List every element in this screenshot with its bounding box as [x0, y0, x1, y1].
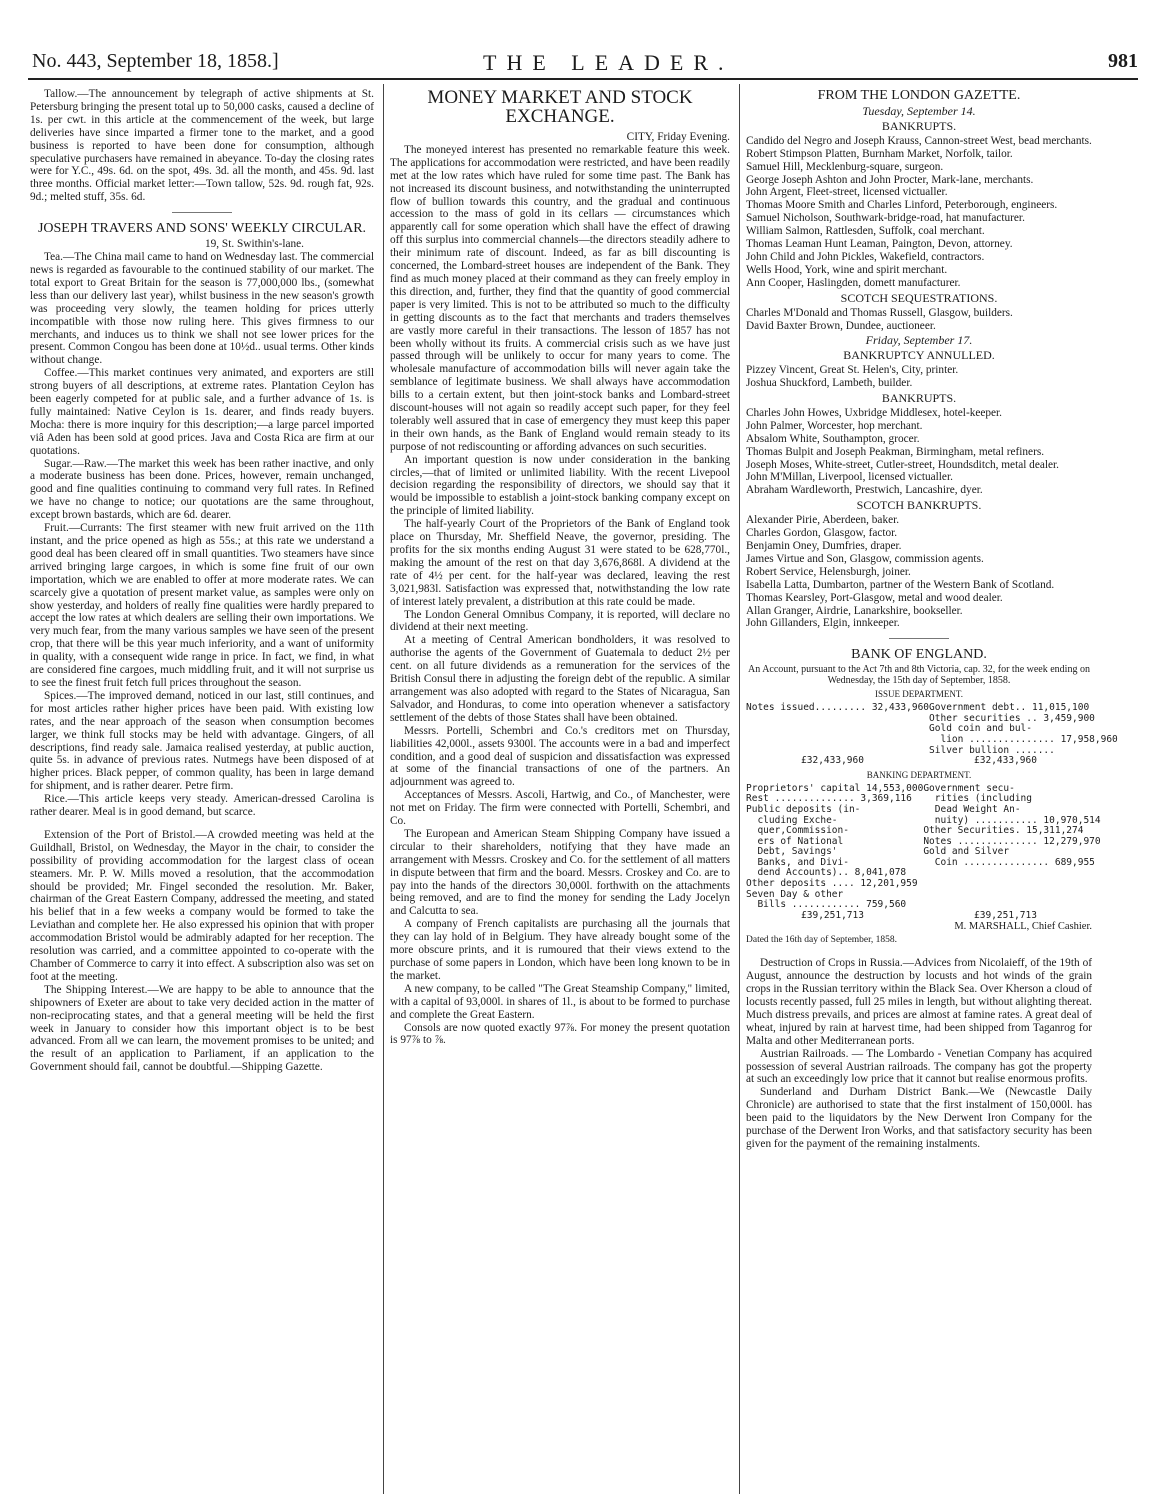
bankrupts-heading-1: BANKRUPTS.	[881, 118, 957, 133]
table-row: Other Securities. 15,311,274	[923, 825, 1084, 837]
coffee-paragraph: Coffee.—This market continues very animated, and exporters are still strong buyers of all descriptions, at extreme rates. Plantation Ceylon has been eagerly competed for at public sale, and a further advance of 1s. is fully maintained: Native Ceylon is 1s. dearer, and finds ready buyers. Mocha: there is more inquiry for this description;—a large parcel imported viâ Aden has been sold at good prices. Java and Costa Rica are firm at our quotations.	[30, 367, 374, 457]
bankrupts-heading-2: BANKRUPTS.	[881, 391, 957, 406]
money-paragraph-7: Acceptances of Messrs. Ascoli, Hartwig, and Co., of Manchester, were not met on Friday. The firm were connected with Portelli, Schembri, and Co.	[390, 789, 730, 828]
money-paragraph-2: An important question is now under consideration in the banking circles,—that of limited or unlimited liability. With the recent Livepool decision regarding the responsibility of directors, we should say that it would be impossible to establish a joint-stock banking company except on the principle of limited liability.	[390, 453, 730, 518]
money-paragraph-8: The European and American Steam Shipping Company have issued a circular to their shareholders, notifying that they have made an arrangement with Messrs. Croskey and Co. for the settlement of all matters in dispute between that firm and the board. Messrs. Croskey and Co. are to pay into the hands of the directors 30,000l. forthwith on the attachments being removed, and are to find the money for sending the Lady Jocelyn and Calcutta to sea.	[390, 827, 730, 918]
table-row: Coin ............... 689,955	[923, 856, 1095, 868]
banking-total-left: £39,251,713	[801, 909, 864, 921]
issue-total-left: £32,433,960	[801, 755, 864, 767]
list-item: David Baxter Brown, Dundee, auctioneer.	[746, 319, 936, 332]
banking-dept-heading: BANKING DEPARTMENT.	[866, 769, 972, 780]
sunderland-paragraph: Sunderland and Durham District Bank.—We (Newcastle Daily Chronicle) are authorised to state that the first instalment of 150,000l. has been paid to the liquidators by the New Derwent Iron Company for the purchase of the Derwent Iron Works, and that satisfactory security has been given for the payment of the remaining instalments.	[746, 1086, 1092, 1150]
table-row: Silver bullion .......	[929, 744, 1055, 756]
table-row: nuity) ........... 10,970,514	[923, 814, 1101, 826]
money-paragraph-9: A company of French capitalists are purchasing all the journals that they can lay hold of in Belgium. They have already bought some of the more obscure prints, and it is rumoured that their views extend to the purchase of some papers in London, which have been long known to be in the market.	[390, 918, 730, 982]
dateline: CITY, Friday Evening.	[626, 131, 730, 143]
list-item: Isabella Latta, Dumbarton, partner of the Western Bank of Scotland.	[746, 578, 1055, 591]
table-row: Notes .............. 12,279,970	[923, 835, 1101, 847]
list-item: Samuel Hill, Mecklenburg-square, surgeon.	[746, 160, 944, 173]
issue-right	[929, 703, 1118, 756]
table-row: ers of National	[746, 835, 844, 847]
list-item: Charles John Howes, Uxbridge Middlesex, hotel-keeper.	[746, 406, 1003, 419]
list-item: Joshua Shuckford, Lambeth, builder.	[746, 377, 913, 390]
table-row: Other securities .. 3,459,900	[929, 712, 1095, 724]
money-paragraph-10: A new company, to be called "The Great Steamship Company," limited, with a capital of 93,000l. in shares of 1l., is about to be formed to purchase and complete the Great Eastern.	[390, 982, 730, 1021]
table-row: lion ............... 17,958,960	[929, 734, 1118, 746]
table-row: quer,Commission-	[746, 825, 849, 837]
money-paragraph-5: At a meeting of Central American bondholders, it was resolved to authorise the agents of the Government of Guatemala to deduct 2½ per cent. on all future dividends as a remuneration for the services of the British Consul there in adjusting the foreign debt of the republic. A similar arrangement was also adopted with regard to the States of Nicaragua, San Salvador, and Honduras, to come into operation whenever a satisfactory settlement of the debts of those States shall have been obtained.	[390, 634, 730, 724]
list-item: Abraham Wardleworth, Prestwich, Lancashire, dyer.	[746, 484, 983, 497]
money-paragraph-3: The half-yearly Court of the Proprietors of the Bank of England took place on Thursday, Mr. Sheffield Neave, the governor, presiding. The profits for the six months ending August 31 were stated to be 628,770l., making the amount of the rest on that day 3,676,868l. A dividend at the rate of 4½ per cent. for the half-year was declared, leaving the rest 3,021,983l. Satisfaction was expressed that, notwithstanding the low rate of interest lately prevalent, a distribution at this rate could be made.	[390, 518, 730, 608]
table-row: Debt, Savings'	[746, 846, 838, 858]
masthead-rule	[28, 78, 1138, 80]
issue-dept-heading: ISSUE DEPARTMENT.	[875, 689, 963, 700]
list-item: Allan Granger, Airdrie, Lanarkshire, bookseller.	[746, 604, 963, 617]
austrian-paragraph: Austrian Railroads. — The Lombardo - Venetian Company has acquired possession of several Austrian railroads. The company has got the property at such an exceedingly low price that it cannot but realise enormous profits.	[746, 1047, 1092, 1086]
table-row: rities (including	[923, 793, 1032, 805]
list-item: Thomas Bulpit and Joseph Peakman, Birmingham, metal refiners.	[746, 445, 1045, 458]
list-item: William Salmon, Rattlesden, Suffolk, coal merchant.	[746, 225, 985, 238]
list-item: Thomas Moore Smith and Charles Linford, Peterborough, engineers.	[746, 199, 1058, 212]
table-row: Gold and Silver	[923, 846, 1010, 858]
banking-right	[923, 784, 1100, 911]
russia-paragraph: Destruction of Crops in Russia.—Advices from Nicolaieff, of the 19th of August, announce the destruction by locusts and hot winds of the grain crops in the Russian territory within the Black Sea. Over Kherson a cloud of locusts recently passed, full 25 miles in length, but without alighting thereat. Much distress prevails, and prices are almost at famine rates. A great deal of wheat, injured by rain at harvest time, had been shipped from Taganrog for Malta and other Mediterranean ports.	[746, 957, 1092, 1047]
banking-dept-table	[746, 782, 1101, 911]
section-divider	[172, 212, 232, 213]
table-row: Public deposits (in-	[746, 803, 861, 815]
column-rule-2	[739, 84, 740, 1494]
section-divider	[889, 638, 949, 639]
sequestrations-heading: SCOTCH SEQUESTRATIONS.	[840, 290, 998, 305]
table-row: dend Accounts).. 8,041,078	[746, 867, 907, 879]
list-item: John Palmer, Worcester, hop merchant.	[746, 419, 923, 432]
rice-paragraph: Rice.—This article keeps very steady. American-dressed Carolina is rather dearer. Meal is in good demand, but scarce.	[30, 793, 374, 819]
bristol-paragraph: Extension of the Port of Bristol.—A crowded meeting was held at the Guildhall, Bristol, on Wednesday, the Mayor in the chair, to consider the possibility of providing accommodation for the largest class of ocean steamers. Mr. P. W. Mills moved a resolution, that the accommodation should be provided; Mr. Fingel seconded the resolution. Mr. Baker, chairman of the Great Eastern Company, addressed the meeting, and stated his belief that in a few weeks a company would be formed to take the Leviathan and complete her. He also expressed his opinion that with proper accommodation Bristol would be admirably adapted for her reception. The resolution was carried, and a committee appointed to co-operate with the Chamber of Commerce to carry it into effect. A subscription also was set on foot at the meeting.	[30, 828, 374, 983]
list-item: Ann Cooper, Haslingden, domett manufacturer.	[746, 276, 961, 289]
bankrupts-list-1	[746, 135, 1092, 290]
column-money-market	[390, 88, 730, 1492]
spices-paragraph: Spices.—The improved demand, noticed in our last, still continues, and for most articles rather higher prices have been paid. With existing low rates, and the near approach of the season when consumption becomes larger, we think full stocks may be held with advantage. Gingers, of all descriptions, find ready sale. Jamaica realised yesterday, at public auction, quite 5s. in advance of previous rates. Nutmegs have been disposed of at higher prices. Black pepper, of common quality, has been in large demand for shipment, and is rather dearer. Petre firm.	[30, 689, 374, 793]
gazette-heading: FROM THE LONDON GAZETTE.	[817, 88, 1021, 103]
table-row: Dead Weight An-	[923, 803, 1021, 815]
list-item: Charles Gordon, Glasgow, factor.	[746, 527, 898, 540]
travers-address: 19, St. Swithin's-lane.	[204, 238, 304, 251]
list-item: Robert Stimpson Platten, Burnham Market, Norfolk, tailor.	[746, 147, 1013, 160]
table-row: Gold coin and bul-	[929, 723, 1032, 735]
money-paragraph-11: Consols are now quoted exactly 97⅞. For money the present quotation is 97⅞ to ⅞.	[390, 1021, 730, 1047]
cashier-signature: M. MARSHALL, Chief Cashier.	[954, 921, 1092, 933]
table-row: Banks, and Divi-	[746, 856, 849, 868]
table-row: Rest .............. 3,369,116	[746, 793, 912, 805]
list-item: Joseph Moses, White-street, Cutler-street, Houndsditch, metal dealer.	[746, 458, 1059, 471]
money-paragraph-1: The moneyed interest has presented no remarkable feature this week. The applications for accommodation were restricted, and have been readily met at the low rates which have ruled for some time past. The Bank has not increased its discount business, and notwithstanding the uninterrupted flow of bullion towards this country, and the gradual and continuous accession to the mass of gold in its cellars — circumstances which apparently call for some operation which shall have the effect of drawing off this surplus into commercial channels—the directors steadily adhere to their minimum rate of discount. Indeed, as far as bill discounting is concerned, the Lombard-street houses are independent of the Bank. They find as much money placed at their command as they can freely employ in this direction, and, further, they find that the quantity of good commercial paper is very limited. This is not to be attributed so much to the difficulty in getting discounts as to the fact that merchants and traders themselves are vastly more careful in their transactions. The lesson of 1857 has not been wholly without its fruits. A commercial crisis such as we have just passed through will be unlikely to occur for many years to come. The wholesale manufacture of accommodation bills will never again take the semblance of legitimate business. We shall always have accommodation bills to a certain extent, but then joint-stock banks and Lombard-street discount-houses will not again so readily accept such paper, for they feel tolerably well assured that in case of emergency they must keep this paper in their own hands, as the Bank of England would remain steady to its purpose of not rediscounting or affording advances on such securities.	[390, 143, 731, 453]
issue-left	[746, 703, 929, 756]
annulled-heading: BANKRUPTCY ANNULLED.	[843, 348, 995, 363]
table-row: Other deposits .... 12,201,959	[746, 878, 918, 890]
list-item: Pizzey Vincent, Great St. Helen's, City, printer.	[746, 364, 959, 377]
table-row: Government debt.. 11,015,100	[929, 702, 1090, 714]
table-row: cluding Exche-	[746, 814, 838, 826]
bank-heading: BANK OF ENGLAND.	[851, 647, 987, 663]
sugar-paragraph: Sugar.—Raw.—The market this week has been rather inactive, and only a moderate business has been done. Prices, however, remain unchanged, good and fine qualities continuing to command very full rates. In Refined we have no change to notice; our quotations are the same throughout, except brown bastards, which are 6d. dearer.	[30, 457, 374, 522]
list-item: Alexander Pirie, Aberdeen, baker.	[746, 514, 900, 527]
tallow-paragraph: Tallow.—The announcement by telegraph of active shipments at St. Petersburg bringing the present total up to 50,000 casks, caused a decline of 1s. per cwt. in this article at the commencement of the week, but large deliveries have since imparted a firmer tone to the market, and a good business is reported to have been done for consumption, although speculative purchasers have remained in abeyance. To-day the closing rates were for Y.C., 49s. 6d. on the spot, 49s. 3d. all the month, and 45s. 9d. last three months. Official market letter:—Town tallow, 52s. 9d. rough fat, 92s. 9d.; melted stuff, 35s. 6d.	[30, 88, 374, 204]
issue-line: No. 443, September 18, 1858.]	[32, 50, 279, 72]
banking-totals	[746, 911, 1092, 922]
masthead	[28, 50, 1138, 76]
list-item: Candido del Negro and Joseph Krauss, Cannon-street West, bead merchants.	[746, 134, 1092, 147]
banking-left	[746, 784, 923, 911]
list-item: John Argent, Fleet-street, licensed victualler.	[746, 186, 948, 199]
list-item: Samuel Nicholson, Southwark-bridge-road, hat manufacturer.	[746, 212, 1025, 225]
table-row: Bills ............ 759,560	[746, 899, 907, 911]
issue-total-right: £32,433,960	[974, 755, 1037, 767]
newspaper-title: THE LEADER.	[483, 50, 734, 75]
bank-intro: An Account, pursuant to the Act 7th and 8th Victoria, cap. 32, for the week ending on Wednesday, the 15th day of September, 1858.	[748, 664, 1090, 687]
list-item: Thomas Kearsley, Port-Glasgow, metal and wood dealer.	[746, 591, 1003, 604]
money-paragraph-6: Messrs. Portelli, Schembri and Co.'s creditors met on Thursday, liabilities 42,000l., assets 9300l. The accounts were in a bad and imperfect condition, and a good deal of suspicion and dissatisfaction was expressed at some of the financial transactions of one of the partners. An adjournment was agreed to.	[390, 724, 730, 789]
travers-heading: JOSEPH TRAVERS AND SONS' WEEKLY CIRCULAR.	[37, 221, 367, 237]
table-row: Notes issued......... 32,433,960	[746, 702, 930, 714]
fruit-paragraph: Fruit.—Currants: The first steamer with new fruit arrived on the 11th instant, and the price opened as high as 55s.; at this rate we understand a good deal has been cleared off in small quantities. Two steamers have since arrived bringing large cargoes, in which is some fine fruit of our own importation, which we are enabled to offer at more moderate rates. We can scarcely give a quotation of present market value, as samples were only on show yesterday, and holders of really fine qualities were hardly prepared to accept the low rates at which dealers are selling their own importations. We very much fear, from the many various samples we have seen of the present crop, that there will be this year much inferiority, and a want of uniformity in quality, with a consequent wide range in price. In fact, we find, in what are considered fine cargoes, much middling fruit, and it will not surprise us to see the finest fruit fetch full prices throughout the season.	[30, 522, 374, 689]
table-row: Proprietors' capital 14,553,000	[746, 782, 924, 794]
issue-dept-table	[746, 702, 1118, 756]
list-item: John Child and John Pickles, Wakefield, contractors.	[746, 250, 985, 263]
list-item: Benjamin Oney, Dumfries, draper.	[746, 540, 902, 552]
column-rule-1	[383, 84, 384, 1494]
money-paragraph-4: The London General Omnibus Company, it is reported, will declare no dividend at their next meeting.	[390, 608, 730, 634]
list-item: Thomas Leaman Hunt Leaman, Paington, Devon, attorney.	[746, 238, 1013, 251]
list-item: Charles M'Donald and Thomas Russell, Glasgow, builders.	[746, 306, 1013, 319]
scotch-bankrupts-heading: SCOTCH BANKRUPTS.	[856, 498, 982, 513]
page-number: 981	[1108, 50, 1138, 72]
bank-dated: Dated the 16th day of September, 1858.	[746, 935, 898, 946]
tea-paragraph: Tea.—The China mail came to hand on Wednesday last. The commercial news is regarded as favourable to the continued stability of our market. The total export to Great Britain for the season is 77,000,000 lbs., (somewhat less than our delivery last year), whilst business in the new season's growth was proceeding very slowly, the teamen holding for prices utterly incompatible with those now ruling here. This gives firmness to our merchants, and induces us to think we shall not see lower prices for the present. Common Congou has been done at 10½d.. usual terms. Other kinds without change.	[30, 251, 374, 367]
money-market-heading: MONEY MARKET AND STOCK EXCHANGE.	[427, 87, 693, 127]
banking-total-right: £39,251,713	[974, 909, 1037, 921]
list-item: Wells Hood, York, wine and spirit merchant.	[746, 263, 948, 276]
column-commodities	[30, 88, 374, 1492]
gazette-date-1: Tuesday, September 14.	[862, 104, 976, 118]
issue-totals	[746, 756, 1092, 767]
table-row: Government secu-	[923, 782, 1015, 794]
list-item: John M'Millan, Liverpool, licensed victualler.	[746, 471, 953, 484]
list-item: George Joseph Ashton and John Procter, Mark-lane, merchants.	[746, 173, 1034, 186]
list-item: Robert Service, Helensburgh, joiner.	[746, 565, 911, 578]
table-row: Seven Day & other	[746, 888, 844, 900]
shipping-paragraph: The Shipping Interest.—We are happy to be able to announce that the shipowners of Exeter are about to take very decided action in the matter of non-reciprocating states, and that a general meeting will be held the first week in January to consider how this important object is to be best advanced. From all we can learn, the movement promises to be united; and the result of an application to Parliament, if an application to the Government should fail, cannot be doubtful.—Shipping Gazette.	[30, 983, 374, 1074]
list-item: James Virtue and Son, Glasgow, commission agents.	[746, 552, 984, 565]
list-item: John Gillanders, Elgin, innkeeper.	[746, 617, 900, 630]
gazette-date-2: Friday, September 17.	[865, 333, 973, 348]
list-item: Absalom White, Southampton, grocer.	[746, 432, 920, 445]
column-gazette	[746, 88, 1118, 1492]
